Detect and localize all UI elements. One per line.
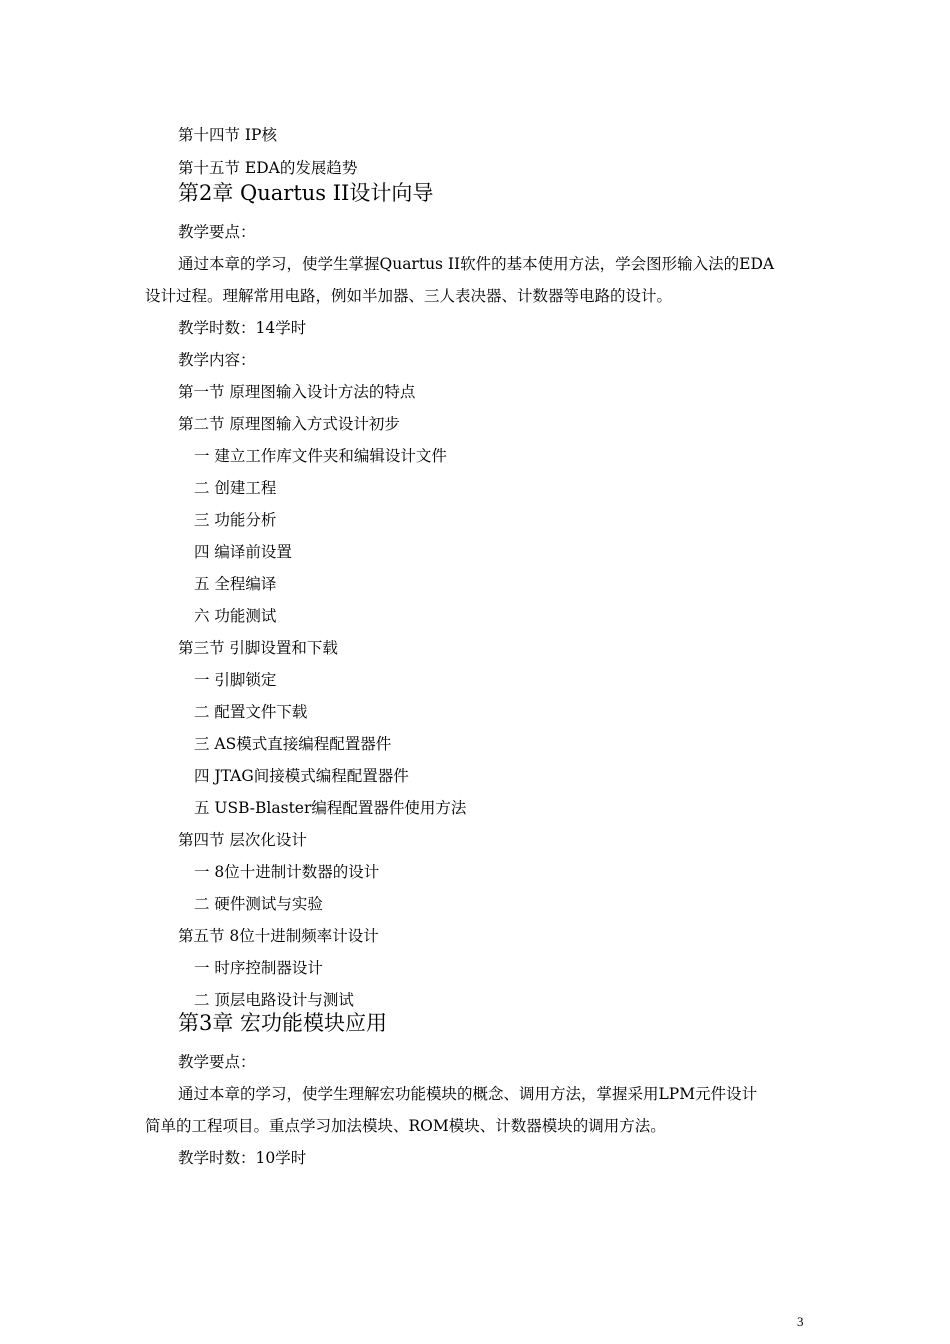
subsection-3-3: 三 AS模式直接编程配置器件	[194, 735, 392, 753]
subsection-2-2: 二 创建工程	[194, 479, 277, 497]
section-3: 第三节 引脚设置和下载	[178, 639, 338, 657]
subsection-2-1: 一 建立工作库文件夹和编辑设计文件	[194, 447, 447, 465]
subsection-2-4: 四 编译前设置	[194, 543, 292, 561]
subsection-2-3: 三 功能分析	[194, 511, 277, 529]
chapter-3-summary-line-2: 简单的工程项目。重点学习加法模块、ROM模块、计数器模块的调用方法。	[145, 1117, 666, 1135]
subsection-3-1: 一 引脚锁定	[194, 671, 277, 689]
subsection-3-2: 二 配置文件下载	[194, 703, 308, 721]
section-15: 第十五节 EDA的发展趋势	[178, 159, 358, 177]
subsection-2-5: 五 全程编译	[194, 575, 277, 593]
chapter-2-title: 第2章 Quartus II设计向导	[178, 181, 434, 205]
teaching-points-label-ch3: 教学要点：	[178, 1053, 256, 1071]
subsection-5-1: 一 时序控制器设计	[194, 959, 323, 977]
subsection-3-4: 四 JTAG间接模式编程配置器件	[194, 767, 409, 785]
subsection-4-2: 二 硬件测试与实验	[194, 895, 323, 913]
subsection-2-6: 六 功能测试	[194, 607, 277, 625]
chapter-3-title: 第3章 宏功能模块应用	[178, 1011, 388, 1035]
subsection-4-1: 一 8位十进制计数器的设计	[194, 863, 380, 881]
section-2: 第二节 原理图输入方式设计初步	[178, 415, 400, 433]
teaching-hours: 教学时数：14学时	[178, 319, 307, 337]
teaching-content-label: 教学内容：	[178, 351, 256, 369]
section-1: 第一节 原理图输入设计方法的特点	[178, 383, 416, 401]
subsection-3-5: 五 USB-Blaster编程配置器件使用方法	[194, 799, 467, 817]
chapter-3-summary-line-1: 通过本章的学习，使学生理解宏功能模块的概念、调用方法，掌握采用LPM元件设计	[178, 1085, 758, 1103]
chapter-2-summary-line-1: 通过本章的学习，使学生掌握Quartus II软件的基本使用方法，学会图形输入法的EDA	[178, 255, 775, 273]
page-number: 3	[797, 1314, 804, 1329]
teaching-hours-ch3: 教学时数：10学时	[178, 1149, 307, 1167]
teaching-points-label: 教学要点：	[178, 223, 256, 241]
chapter-2-summary-line-2: 设计过程。理解常用电路，例如半加器、三人表决器、计数器等电路的设计。	[145, 287, 673, 305]
subsection-5-2: 二 顶层电路设计与测试	[194, 991, 354, 1009]
section-5: 第五节 8位十进制频率计设计	[178, 927, 379, 945]
section-4: 第四节 层次化设计	[178, 831, 307, 849]
section-14: 第十四节 IP核	[178, 126, 277, 144]
